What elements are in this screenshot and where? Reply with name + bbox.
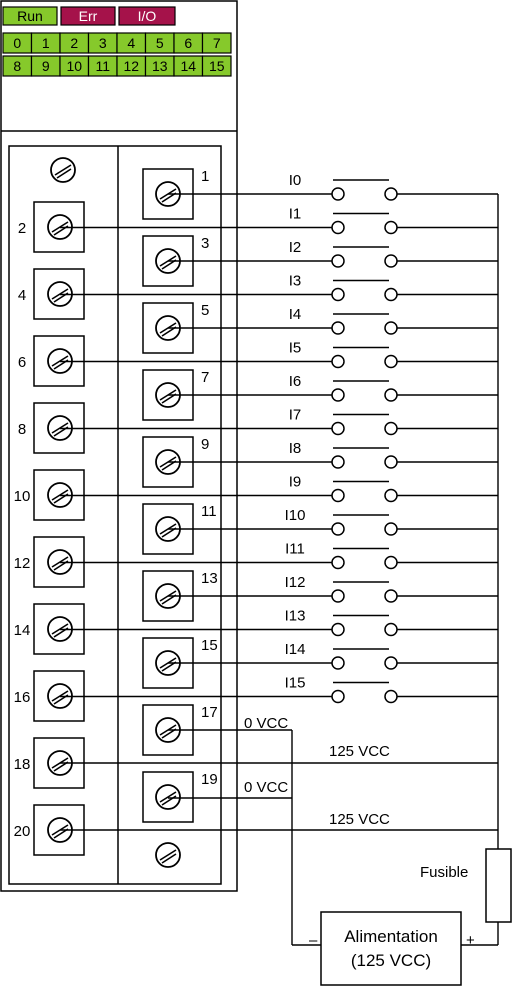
channel-led-label: 2	[70, 35, 79, 51]
input-label: I6	[288, 373, 302, 390]
vcc-125-label-20: 125 VCC	[329, 811, 390, 828]
channel-led-label: 11	[95, 58, 111, 74]
switch-I12	[332, 582, 397, 602]
input-label: I7	[288, 406, 302, 424]
zero-vcc-label-19: 0 VCC	[244, 779, 289, 796]
channel-led-label: 1	[41, 35, 50, 51]
io-led	[119, 7, 175, 25]
input-label: I15	[284, 674, 306, 692]
io-led-label: I/O	[137, 8, 157, 24]
fuse-symbol	[486, 849, 511, 922]
channel-led-label: 0	[13, 35, 22, 51]
terminal-number: 10	[13, 488, 31, 505]
terminal-number: 3	[201, 235, 210, 252]
terminal-number: 6	[17, 354, 27, 371]
run-led-label: Run	[17, 8, 43, 24]
input-label: I11	[285, 540, 305, 558]
switch-I5	[332, 348, 397, 368]
input-label: I8	[288, 440, 302, 457]
terminal-number: 13	[201, 570, 218, 587]
channel-led-label: 14	[180, 58, 197, 74]
terminal-number: 4	[17, 287, 27, 304]
input-label: I2	[288, 239, 302, 256]
channel-led-label: 13	[151, 58, 168, 74]
zero-vcc-label-17: 0 VCC	[244, 715, 289, 732]
channel-led-label: 7	[212, 35, 221, 51]
input-label: I13	[284, 607, 306, 625]
fuse-label: Fusible	[420, 864, 469, 881]
terminal-number: 14	[13, 622, 31, 639]
screw-icon	[51, 158, 75, 182]
channel-led-label: 8	[13, 58, 22, 74]
screw-icon	[156, 785, 180, 809]
channel-led-label: 15	[208, 58, 225, 74]
channel-led-label: 3	[98, 35, 107, 51]
terminal-number: 9	[201, 436, 210, 453]
input-label: I1	[288, 205, 302, 223]
switch-I8	[332, 448, 397, 468]
input-label: I5	[288, 339, 302, 357]
err-led-label: Err	[78, 8, 98, 24]
switch-I4	[332, 314, 397, 334]
channel-led-label: 9	[41, 58, 50, 74]
terminal-number: 12	[13, 555, 31, 572]
power-supply-plus: +	[466, 932, 475, 949]
switch-I14	[332, 649, 397, 669]
switch-I13	[332, 616, 397, 636]
terminal-number: 2	[17, 220, 27, 237]
channel-led-label: 12	[123, 58, 140, 74]
terminal-number: 16	[13, 689, 31, 706]
switch-I9	[332, 482, 397, 502]
channel-led-label: 6	[184, 35, 193, 51]
switch-I6	[332, 381, 397, 401]
terminal-number: 20	[13, 823, 31, 840]
power-supply-box	[321, 912, 461, 985]
switch-I7	[332, 415, 397, 435]
err-led	[61, 7, 115, 25]
vcc-125-label-18: 125 VCC	[329, 743, 390, 760]
terminal-number: 11	[201, 503, 217, 520]
input-label: I10	[284, 507, 306, 524]
channel-led-row-1	[3, 33, 231, 53]
terminal-number: 1	[201, 168, 210, 185]
switch-I2	[332, 247, 397, 267]
input-label: I3	[288, 272, 302, 290]
input-switches	[285, 172, 397, 703]
terminal-number: 19	[201, 771, 218, 788]
terminal-number: 18	[13, 756, 31, 773]
channel-led-label: 5	[155, 35, 164, 51]
channel-led-label: 10	[66, 58, 83, 74]
screw-icon	[156, 843, 180, 867]
power-supply-label-line2: (125 VCC)	[350, 951, 432, 970]
input-label: I14	[284, 641, 306, 658]
terminal-number: 7	[201, 369, 210, 386]
switch-I0	[332, 180, 397, 200]
switch-I11	[332, 549, 397, 569]
run-led	[3, 7, 57, 25]
terminal-number: 17	[201, 704, 218, 721]
switch-I3	[332, 281, 397, 301]
switch-I1	[332, 214, 397, 234]
terminal-number: 8	[17, 421, 27, 438]
channel-led-label: 4	[127, 35, 136, 51]
terminal-number: 5	[201, 302, 210, 319]
channel-led-row-2	[3, 56, 231, 76]
power-supply-label-line1: Alimentation	[344, 927, 438, 946]
power-supply-minus: –	[309, 932, 318, 949]
switch-I10	[332, 515, 397, 535]
input-label: I0	[288, 172, 302, 189]
input-label: I9	[288, 473, 302, 491]
input-label: I4	[288, 306, 302, 323]
switch-I15	[332, 683, 397, 703]
input-label: I12	[284, 574, 306, 591]
terminal-number: 15	[201, 637, 218, 654]
